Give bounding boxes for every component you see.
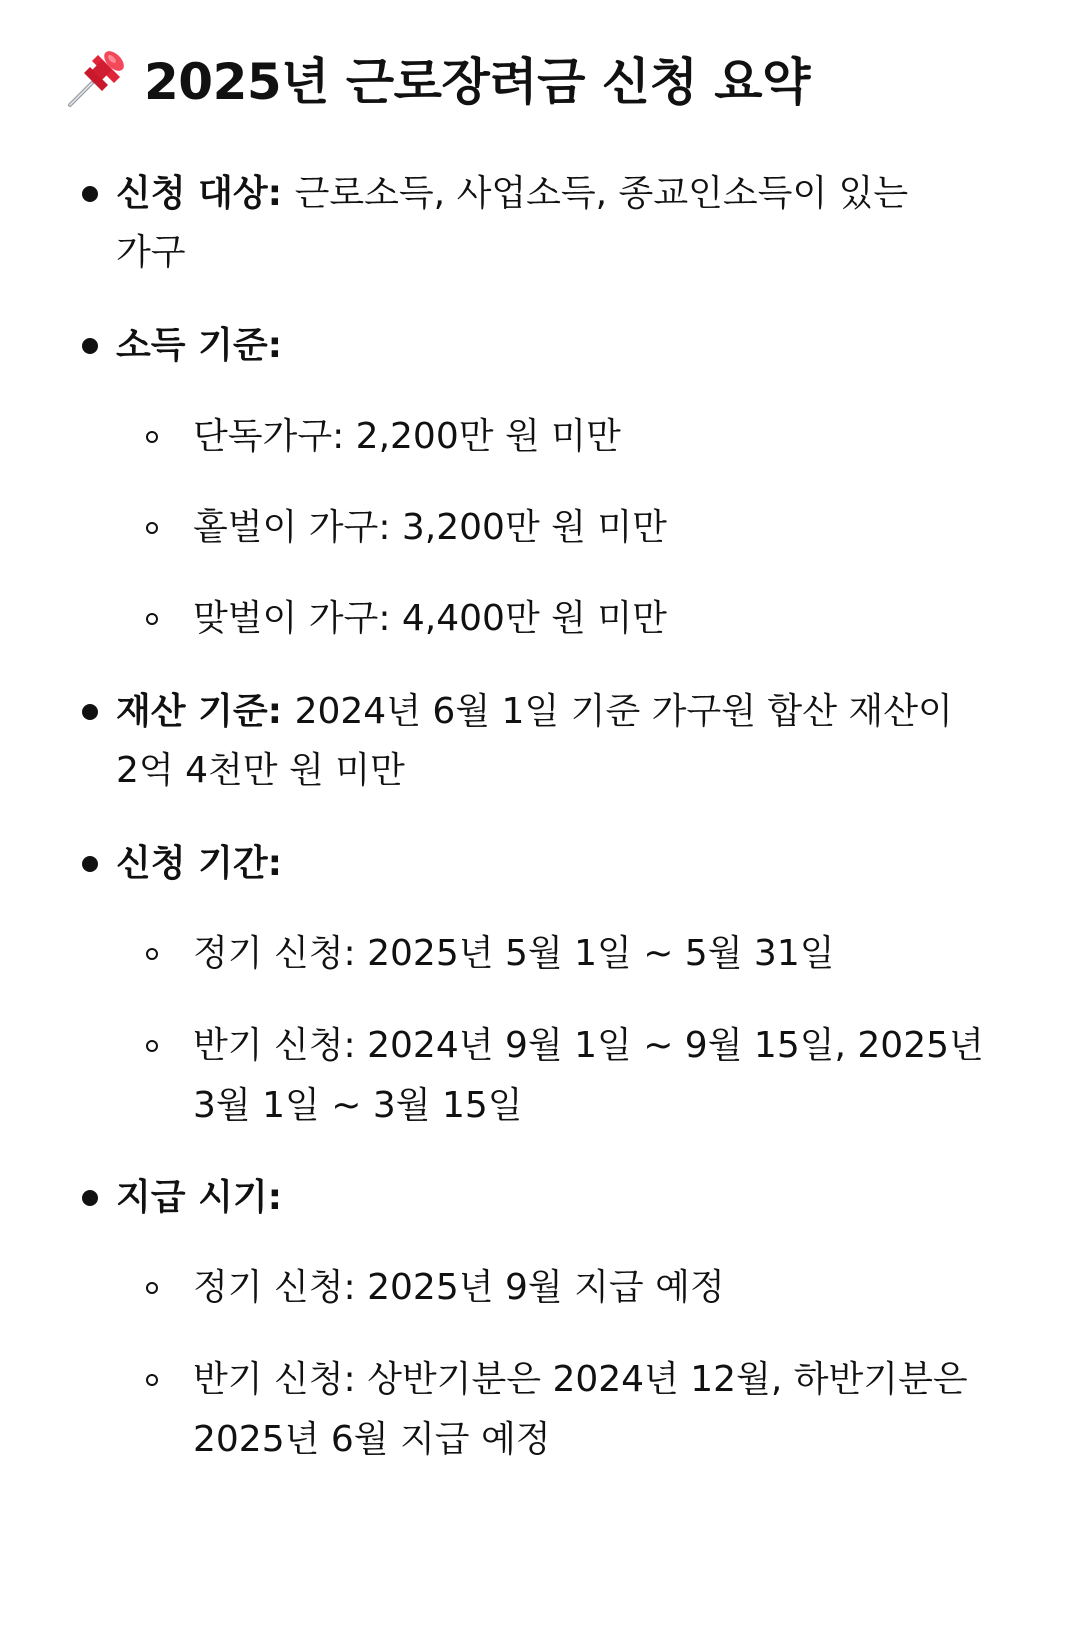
sub-bullet-marker	[146, 522, 158, 534]
pushpin-icon	[62, 43, 132, 113]
target-text-continued: 가구	[116, 232, 186, 273]
sub-list-item: 홑벌이 가구: 3,200만 원 미만	[193, 507, 667, 548]
label-separator: :	[267, 691, 295, 732]
sub-list-item: 반기 신청: 상반기분은 2024년 12월, 하반기분은	[193, 1359, 968, 1400]
page-title	[62, 38, 810, 118]
property-text-continued: 2억 4천만 원 미만	[116, 750, 405, 791]
target-text: 근로소득, 사업소득, 종교인소득이 있는	[294, 173, 909, 214]
sub-list-item-continued: 2025년 6월 지급 예정	[193, 1419, 551, 1460]
sub-bullet-marker	[146, 948, 158, 960]
list-item-income	[116, 315, 282, 377]
label-separator: :	[267, 325, 283, 366]
period-label: 신청 기간	[116, 843, 268, 884]
sub-list-item-continued: 3월 1일 ~ 3월 15일	[193, 1085, 523, 1126]
label-separator: :	[267, 1177, 283, 1218]
title-text: 2025년 근로장려금 신청 요약	[144, 53, 810, 111]
label-separator: :	[267, 173, 295, 214]
sub-list-item: 정기 신청: 2025년 9월 지급 예정	[193, 1267, 725, 1308]
sub-list-item: 정기 신청: 2025년 5월 1일 ~ 5월 31일	[193, 933, 835, 974]
property-text: 2024년 6월 1일 기준 가구원 합산 재산이	[294, 691, 953, 732]
list-item-target	[116, 163, 908, 225]
sub-list-item: 단독가구: 2,200만 원 미만	[193, 416, 621, 457]
sub-list-item: 반기 신청: 2024년 9월 1일 ~ 9월 15일, 2025년	[193, 1025, 984, 1066]
payment-label: 지급 시기	[116, 1177, 268, 1218]
bullet-marker	[82, 338, 98, 354]
bullet-marker	[82, 1190, 98, 1206]
bullet-marker	[82, 186, 98, 202]
list-item-payment	[116, 1167, 282, 1229]
sub-bullet-marker	[146, 431, 158, 443]
list-item-property	[116, 681, 953, 743]
target-label: 신청 대상	[116, 173, 268, 214]
sub-bullet-marker	[146, 1282, 158, 1294]
bullet-marker	[82, 704, 98, 720]
label-separator: :	[267, 843, 283, 884]
sub-bullet-marker	[146, 1040, 158, 1052]
sub-list-item: 맞벌이 가구: 4,400만 원 미만	[193, 598, 667, 639]
list-item-period	[116, 833, 282, 895]
property-label: 재산 기준	[116, 691, 268, 732]
sub-bullet-marker	[146, 1374, 158, 1386]
income-label: 소득 기준	[116, 325, 268, 366]
bullet-marker	[82, 856, 98, 872]
sub-bullet-marker	[146, 613, 158, 625]
